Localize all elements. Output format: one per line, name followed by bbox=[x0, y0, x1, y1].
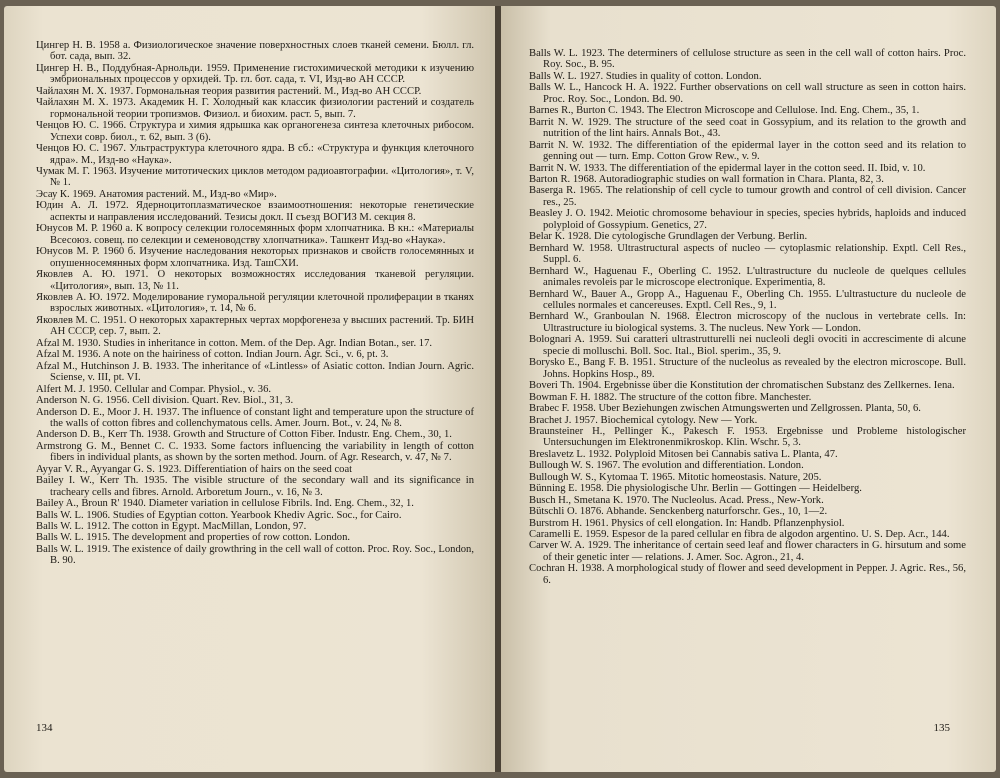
entry-text: 1923. Differentiation of hairs on the seed coat bbox=[157, 463, 353, 475]
entry-author: Bullough W. S. bbox=[529, 460, 594, 472]
entry-text: 1938. Growth and Structure of Cotton Fiber. Industr. Eng. Chem., 30, 1. bbox=[146, 429, 452, 441]
entry-author: Ayyar V. R., Ayyangar G. S. bbox=[36, 463, 155, 475]
entry-author: Boveri Th. bbox=[529, 380, 575, 392]
entry-author: Bowman F. H. bbox=[529, 391, 591, 403]
entry-author: Bullough W. S., Kytomaa T. bbox=[529, 471, 649, 483]
entry-text: 1961. Physics of cell elongation. In: Handb. Pflanzenphysiol. bbox=[584, 517, 845, 529]
bibliography-entry bbox=[529, 380, 966, 391]
entry-text: 1915. The development and properties of row cotton. London. bbox=[86, 532, 351, 544]
entry-text: 1937. The influence of constant light and temperature upon the structure of the walls of cotton fibres and collenchymatous cells. Amer. Journ. Bot., v. 24, № 8. bbox=[50, 406, 474, 429]
entry-text: 1933. The inheritance of «Lintless» of Asiatic cotton. Indian Journ. Agric. Sciense, v. III, pt. VI. bbox=[50, 360, 474, 384]
bibliography-entry bbox=[529, 82, 966, 105]
bibliography-entry bbox=[529, 231, 966, 242]
entry-author: Bernhard W., Granboulan N. bbox=[529, 311, 661, 323]
entry-author: Эсау К. bbox=[36, 188, 70, 200]
left-page bbox=[4, 6, 495, 772]
bibliography-entry bbox=[36, 292, 474, 315]
entry-author: Beasley J. O. bbox=[529, 208, 586, 220]
bibliography-entry bbox=[36, 429, 474, 440]
entry-author: Armstrong G. M., Bennet C. C. bbox=[36, 440, 179, 452]
bibliography-entry bbox=[36, 223, 474, 246]
entry-text: 1963. Изучение митотических циклов методом радиоавтографии. «Цитология», т. V, № 1. bbox=[50, 165, 474, 189]
entry-text: 1958. Die physiologische Uhr. Berlin — Gottingen — Heidelberg. bbox=[579, 483, 862, 495]
entry-text: 1959. Sui caratteri ultrastrutturelli nei nucleoli degli ovociti in accrescimente di alcune specie di molluschi. Boll. Soc. Ital., Biol. sperim., 35, 9. bbox=[543, 334, 967, 357]
entry-text: 1919. The existence of daily growthring in the cell wall of cotton. Proc. Roy. Soc., London, B. 90. bbox=[50, 543, 474, 567]
entry-author: Bolognari A. bbox=[529, 334, 585, 346]
entry-text: 1942. Meiotic chromosome behaviour in species, species hybrids, haploids and induced polyploid of Gossypium. Genetics, 27. bbox=[543, 208, 967, 231]
bibliography-entry bbox=[36, 464, 474, 475]
bibliography-entry bbox=[36, 384, 474, 395]
entry-text: 1882. The structure of the cotton fibre. Manchester. bbox=[593, 391, 812, 403]
entry-author: Afzal M. bbox=[36, 349, 75, 361]
entry-text: 1971. О некоторых возможностях исследования тканевой регуляции. «Цитология», вып. 13, № 11. bbox=[50, 269, 474, 292]
entry-text: 1928. Die cytologische Grundlagen der Verbung. Berlin. bbox=[567, 231, 808, 243]
entry-text: 1932. The differentiation of the epidermal layer in the cotton seed and its relation to genning out — turn. Emp. Cotton Grow Rew., v. 9. bbox=[543, 139, 966, 163]
entry-text: 1959. Применение гистохимической методики к изучению эмбриональных процессов у орхидей. Тр. гл. бот. сада, т. VI, Изд-во АН СССР. bbox=[50, 62, 474, 86]
entry-text: 1950. Cellular and Compar. Physiol., v. 36. bbox=[88, 383, 272, 395]
entry-text: 1951. О некоторых характерных чертах морфогенеза у высших растений. Тр. БИН АН СССР, сер. 7, вып. 2. bbox=[50, 314, 474, 338]
entry-text: 1967. Ультраструктура клеточного ядра. В сб.: «Структура и функция клеточного ядра». М., Изд-во «Наука». bbox=[50, 143, 474, 166]
bibliography-entry bbox=[36, 441, 474, 464]
bibliography-entry bbox=[529, 174, 966, 185]
entry-text: 1930. Studies in inheritance in cotton. Mem. of the Dep. Agr. Indian Botan., ser. 17. bbox=[76, 337, 433, 349]
bibliography-entry bbox=[36, 86, 474, 97]
bibliography-entry bbox=[36, 510, 474, 521]
entry-author: Balls W. L. bbox=[36, 521, 84, 533]
entry-text: 1943. The Electron Microscope and Cellulose. Ind. Eng. Chem., 35, 1. bbox=[620, 105, 920, 117]
entry-text: 1933. The differentiation of the epidermal layer in the cotton seed. II. Ibid, v. 10. bbox=[583, 162, 926, 174]
bibliography-entry bbox=[36, 143, 474, 166]
entry-author: Barrit N. W. bbox=[529, 139, 584, 151]
entry-author: Bütschli O. bbox=[529, 506, 578, 518]
bibliography-entry bbox=[529, 529, 966, 540]
entry-text: 1968. Autoradiographic studies on wall formation in Chara. Planta, 82, 3. bbox=[572, 173, 884, 185]
entry-author: Balls W. L. bbox=[36, 509, 84, 521]
bibliography-entry bbox=[529, 460, 966, 471]
bibliography-entry bbox=[36, 361, 474, 384]
bibliography-entry bbox=[36, 544, 474, 567]
entry-author: Чайлахян М. Х. bbox=[36, 85, 107, 97]
entry-text: 1923. The determiners of cellulose structure as seen in the cell wall of cotton hairs. Proc. Roy. Soc., B. 95. bbox=[543, 48, 967, 71]
bibliography-entry bbox=[529, 105, 966, 116]
bibliography-entry bbox=[529, 185, 966, 208]
entry-text: 1958. Uber Beziehungen zwischen Atmungswerten und Zellgrossen. Planta, 50, 6. bbox=[572, 403, 921, 415]
entry-text: 1876. Abhande. Senckenberg naturforschr. Ges., 10, 1—2. bbox=[579, 506, 828, 518]
right-page-number: 135 bbox=[933, 722, 950, 734]
bibliography-entry bbox=[529, 140, 966, 163]
entry-author: Caramelli E. bbox=[529, 529, 583, 541]
bibliography-entry bbox=[36, 97, 474, 120]
entry-author: Anderson N. G. bbox=[36, 395, 104, 407]
entry-author: Bernhard W. bbox=[529, 242, 585, 254]
right-page bbox=[501, 6, 996, 772]
entry-text: 1960 а. К вопросу селекции голосемянных форм хлопчатника. В кн.: «Материалы Всесоюз. совещ. по селекции и семеноводству хлопчатника». Ташкент Изд-во «Наука». bbox=[50, 223, 474, 246]
bibliography-entry bbox=[529, 415, 966, 426]
entry-author: Borysko E., Bang F. B. bbox=[529, 357, 629, 369]
bibliography-entry bbox=[529, 334, 966, 357]
entry-author: Afzal M., Hutchinson J. B. bbox=[36, 360, 153, 372]
bibliography-entry bbox=[36, 349, 474, 360]
right-bibliography-column bbox=[529, 48, 966, 586]
entry-author: Яковлев А. Ю. bbox=[36, 269, 116, 281]
bibliography-entry bbox=[529, 243, 966, 266]
entry-text: 1927. Studies in quality of cotton. London. bbox=[579, 70, 762, 82]
entry-text: 1965. Mitotic homeostasis. Nature, 205. bbox=[651, 471, 822, 483]
bibliography-entry bbox=[36, 40, 474, 63]
bibliography-entry bbox=[36, 189, 474, 200]
bibliography-entry bbox=[36, 475, 474, 498]
entry-text: 1935. The visible structure of the secondary wall and its significance in tracheary cells and fibres. Arnold. Arboretum Journ., v. 16, № 3. bbox=[50, 475, 474, 498]
entry-author: Carver W. A. bbox=[529, 540, 585, 552]
bibliography-entry bbox=[36, 246, 474, 269]
entry-text: 1938. A morphological study of flower and seed development in Pepper. J. Agric. Res., 56, 6. bbox=[543, 563, 966, 586]
bibliography-entry bbox=[36, 338, 474, 349]
entry-author: Brabec F. bbox=[529, 403, 570, 415]
bibliography-entry bbox=[529, 392, 966, 403]
entry-author: Breslavetz L. bbox=[529, 448, 586, 460]
entry-text: 1936. A note on the hairiness of cotton. Indian Journ. Agr. Sci., v. 6, pt. 3. bbox=[76, 349, 389, 361]
entry-author: Anderson D. B., Kerr Th. bbox=[36, 429, 145, 441]
entry-author: Яковлев А. Ю. bbox=[36, 291, 103, 303]
left-bibliography-column bbox=[36, 40, 474, 567]
entry-author: Bernhard W., Haguenau F., Oberling C. bbox=[529, 265, 712, 277]
bibliography-entry bbox=[36, 395, 474, 406]
entry-text: 1955. L'ultrastucture du nucleole de cellules normales et cancereuses. Exptl. Cell Res., 9, 1. bbox=[543, 288, 966, 311]
bibliography-entry bbox=[529, 48, 966, 71]
entry-author: Bailey I. W., Kerr Th. bbox=[36, 475, 139, 487]
bibliography-entry bbox=[529, 540, 966, 563]
entry-author: Balls W. L. bbox=[36, 532, 84, 544]
entry-author: Barrit N. W. bbox=[529, 162, 581, 174]
bibliography-entry bbox=[36, 532, 474, 543]
entry-author: Belar K. bbox=[529, 231, 565, 243]
entry-text: 1929. The inheritance of certain seed leaf and flower characters in G. hirsutum and some of their genetic inter — relations. J. Amer. Soc. Agron., 21, 4. bbox=[543, 540, 966, 563]
entry-author: Чумак М. Г. bbox=[36, 165, 90, 177]
bibliography-entry bbox=[529, 506, 966, 517]
entry-author: Barnes R., Burton C. bbox=[529, 105, 618, 117]
bibliography-entry bbox=[36, 498, 474, 509]
bibliography-entry bbox=[36, 407, 474, 430]
entry-author: Юнусов М. Р. bbox=[36, 246, 100, 258]
entry-author: Balls W. L., Hancock H. A. bbox=[529, 82, 650, 94]
entry-author: Ченцов Ю. С. bbox=[36, 143, 99, 155]
entry-text: 1972. Ядерноцитоплазматическое взаимоотношения: некоторые генетические аспекты и направления исследований. Тезисы докл. II съезд ВОГИЗ М. секция 8. bbox=[50, 200, 474, 223]
bibliography-entry bbox=[529, 163, 966, 174]
entry-author: Юдин А. Л. bbox=[36, 200, 98, 212]
entry-text: 1959. Espesor de la pared cellular en fibra de algodon argentino. U. S. Dep. Acr., 144. bbox=[585, 529, 950, 541]
bibliography-entry bbox=[529, 266, 966, 289]
entry-text: 1966. Структура и химия ядрышка как органогенеза синтеза клеточных рибосом. Успехи совр. биол., т. 62, вып. 3 (6). bbox=[50, 120, 474, 143]
entry-author: Bünning E. bbox=[529, 483, 578, 495]
entry-text: 1940. Diameter variation in cellulose Fibrils. Ind. Eng. Chem., 32, 1. bbox=[122, 498, 414, 510]
entry-text: 1967. The evolution and differentiation. London. bbox=[596, 460, 804, 472]
bibliography-entry bbox=[529, 289, 966, 312]
entry-author: Burstrom H. bbox=[529, 517, 582, 529]
entry-author: Balls W. L. bbox=[529, 70, 577, 82]
bibliography-entry bbox=[36, 63, 474, 86]
entry-text: 1972. Моделирование гуморальной регуляции клеточной пролиферации в тканях взрослых животных. «Цитология», т. 14, № 6. bbox=[50, 291, 474, 315]
entry-author: Afzal M. bbox=[36, 337, 75, 349]
entry-text: 1922. Further observations on cell wall structure as seen in cotton hairs. Proc. Roy. Soc., London. Bd. 90. bbox=[543, 82, 966, 105]
entry-author: Barrit N. W. bbox=[529, 116, 584, 128]
entry-text: 1912. The cotton in Egypt. MacMillan, London, 97. bbox=[86, 521, 307, 533]
bibliography-entry bbox=[36, 166, 474, 189]
entry-text: 1933. Some factors influencing the variability in length of cotton fibers in individual plants, as shown by the sorten method. Journ. of Agr. Research, v. 47, № 7. bbox=[50, 440, 474, 464]
entry-text: 1965. The relationship of cell cycle to tumour growth and control of cell division. Cancer res., 25. bbox=[543, 185, 966, 208]
entry-author: Balls W. L. bbox=[529, 48, 578, 59]
entry-author: Чайлахян М. Х. bbox=[36, 97, 109, 109]
bibliography-entry bbox=[529, 426, 966, 449]
entry-text: 1956. Cell division. Quart. Rev. Biol., 31, 3. bbox=[105, 395, 294, 407]
entry-text: 1952. L'ultrastructure du nucleole de quelques cellules animales revoleis par le microscope electronique. Experimentia, 8. bbox=[543, 265, 966, 289]
bibliography-entry bbox=[529, 495, 966, 506]
entry-author: Barton R. bbox=[529, 173, 571, 185]
entry-author: Цингер Н. В., Поддубная-Арнольди. bbox=[36, 62, 203, 74]
entry-author: Юнусов М. Р. bbox=[36, 223, 99, 235]
bibliography-entry bbox=[529, 71, 966, 82]
entry-author: Bernhard W., Bauer A., Gropp A., Haguenau F., Oberling Ch. bbox=[529, 288, 804, 300]
entry-text: 1951. Structure of the nucleolus as revealed by the electron microscope. Bull. Johns. Hopkins Hosp., 89. bbox=[543, 357, 966, 380]
bibliography-entry bbox=[529, 117, 966, 140]
entry-author: Baserga R. bbox=[529, 185, 576, 197]
entry-author: Busch H., Smetana K. bbox=[529, 494, 624, 506]
entry-author: Brachet J. bbox=[529, 414, 572, 426]
entry-text: 1929. The structure of the seed coat in Gossypium, and its relation to the growth and nutrition of the lint hairs. Annals Bot., 43. bbox=[543, 116, 966, 140]
entry-text: 1970. The Nucleolus. Acad. Press., New-York. bbox=[625, 494, 824, 506]
entry-text: 1958. Ultrastructural aspects of nucleo — cytoplasmic relationship. Exptl. Cell Res., Suppl. 6. bbox=[543, 242, 966, 266]
bibliography-entry bbox=[529, 449, 966, 460]
entry-author: Яковлев М. С. bbox=[36, 314, 100, 326]
bibliography-entry bbox=[529, 472, 966, 483]
entry-text: 1953. Ergebnisse und Probleme histologischer Untersuchungen im Elektronenmikroskop. Klin. Wschr. 5, 3. bbox=[543, 425, 966, 449]
entry-text: 1960 б. Изучение наследования некоторых признаков и свойств голосемянных и опушенносемянных форм хлопчатника. Изд. ТашСХИ. bbox=[50, 246, 474, 269]
bibliography-entry bbox=[529, 208, 966, 231]
entry-author: Цингер Н. В. bbox=[36, 40, 96, 51]
entry-text: 1957. Biochemical cytology. New — York. bbox=[574, 414, 758, 426]
left-page-number: 134 bbox=[36, 722, 53, 734]
bibliography-entry bbox=[529, 563, 966, 586]
entry-author: Anderson D. E., Moor J. H. bbox=[36, 406, 154, 418]
bibliography-entry bbox=[36, 200, 474, 223]
entry-text: 1973. Академик Н. Г. Холодный как классик физиологии растений и создатель гормональной теории тропизмов. Физиол. и биохим. раст. 5, вып. 7. bbox=[50, 97, 475, 120]
entry-text: 1904. Ergebnisse über die Konstitution der chromatischen Substanz des Zellkernes. Iena. bbox=[577, 380, 955, 392]
entry-author: Bailey A., Broun R' bbox=[36, 498, 120, 510]
entry-author: Braunsteiner H., Pellinger K., Pakesch F. bbox=[529, 425, 735, 437]
entry-text: 1969. Анатомия растений. М., Изд-во «Мир». bbox=[72, 188, 277, 200]
entry-text: 1906. Studies of Egyptian cotton. Yearbook Khediv Agric. Soc., for Cairo. bbox=[86, 509, 402, 521]
bibliography-entry bbox=[36, 269, 474, 292]
bibliography-entry bbox=[529, 357, 966, 380]
entry-text: 1958 а. Физиологическое значение поверхностных слоев тканей семени. Бюлл. гл. бот. сада, вып. 32. bbox=[50, 40, 475, 63]
entry-author: Balls W. L. bbox=[36, 543, 84, 555]
bibliography-entry bbox=[36, 120, 474, 143]
bibliography-entry bbox=[36, 521, 474, 532]
bibliography-entry bbox=[529, 483, 966, 494]
bibliography-entry bbox=[529, 518, 966, 529]
bibliography-entry bbox=[529, 403, 966, 414]
entry-author: Ченцов Ю. С. bbox=[36, 120, 99, 132]
entry-author: Cochran H. bbox=[529, 563, 578, 575]
bibliography-entry bbox=[529, 311, 966, 334]
entry-author: Alfert M. J. bbox=[36, 383, 86, 395]
entry-text: 1968. Electron microscopy of the nuclous in vertebrate cells. In: Ultrastructure iu biological systems. 3. The nucleus. New York — London. bbox=[543, 311, 966, 334]
entry-text: 1932. Polyploid Mitosen bei Cannabis sativa L. Planta, 47. bbox=[588, 448, 838, 460]
bibliography-entry bbox=[36, 315, 474, 338]
entry-text: 1937. Гормональная теория развития растений. М., Изд-во АН СССР. bbox=[109, 85, 422, 97]
